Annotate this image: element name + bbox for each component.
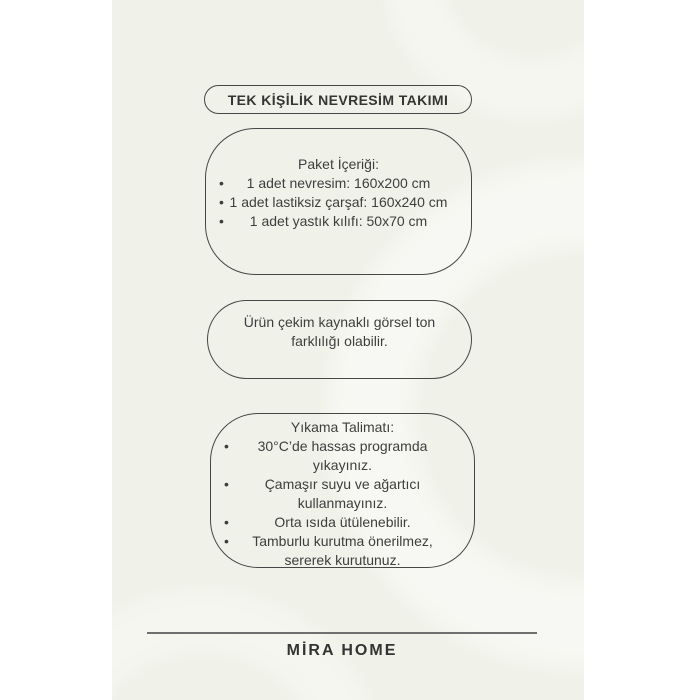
list-item-text: 1 adet nevresim: 160x200 cm [246,175,431,191]
list-item-text: Orta ısıda ütülenebilir. [274,514,411,530]
bullet-icon: • [224,476,229,492]
list-item-text: 1 adet lastiksiz çarşaf: 160x240 cm [229,194,448,210]
bullet-icon: • [224,514,229,530]
product-title: TEK KİŞİLİK NEVRESİM TAKIMI [227,91,449,108]
list-item-text: Çamaşır suyu ve ağartıcı kullanmayınız. [264,476,421,511]
list-item-text: 1 adet yastık kılıfı: 50x70 cm [249,213,428,229]
list-item [220,475,465,513]
bullet-icon: • [224,438,229,454]
package-contents-list [215,174,462,231]
brand-name: MİRA HOME [286,642,398,659]
package-contents-heading: Paket İçeriği: [298,156,379,172]
list-item [215,212,462,231]
washing-instructions-heading: Yıkama Talimatı: [290,419,395,435]
washing-instructions-list [220,437,465,570]
washing-instructions-box [210,413,475,568]
bullet-icon: • [219,213,224,229]
disclaimer-text: Ürün çekim kaynaklı görsel ton farklılığı olabilir. [243,314,436,349]
bullet-icon: • [219,175,224,191]
list-item-text: Tamburlu kurutma önerilmez, sererek kurutunuz. [252,533,433,568]
list-item [215,174,462,193]
package-contents-box [205,128,472,275]
disclaimer-box [207,300,472,379]
bullet-icon: • [224,533,229,549]
list-item-text: 30°C’de hassas programda yıkayınız. [257,438,428,473]
footer-divider [147,632,537,634]
list-item [220,513,465,532]
bullet-icon: • [219,194,224,210]
list-item [220,532,465,570]
product-title-box [204,85,472,114]
list-item [220,437,465,475]
list-item [215,193,462,212]
